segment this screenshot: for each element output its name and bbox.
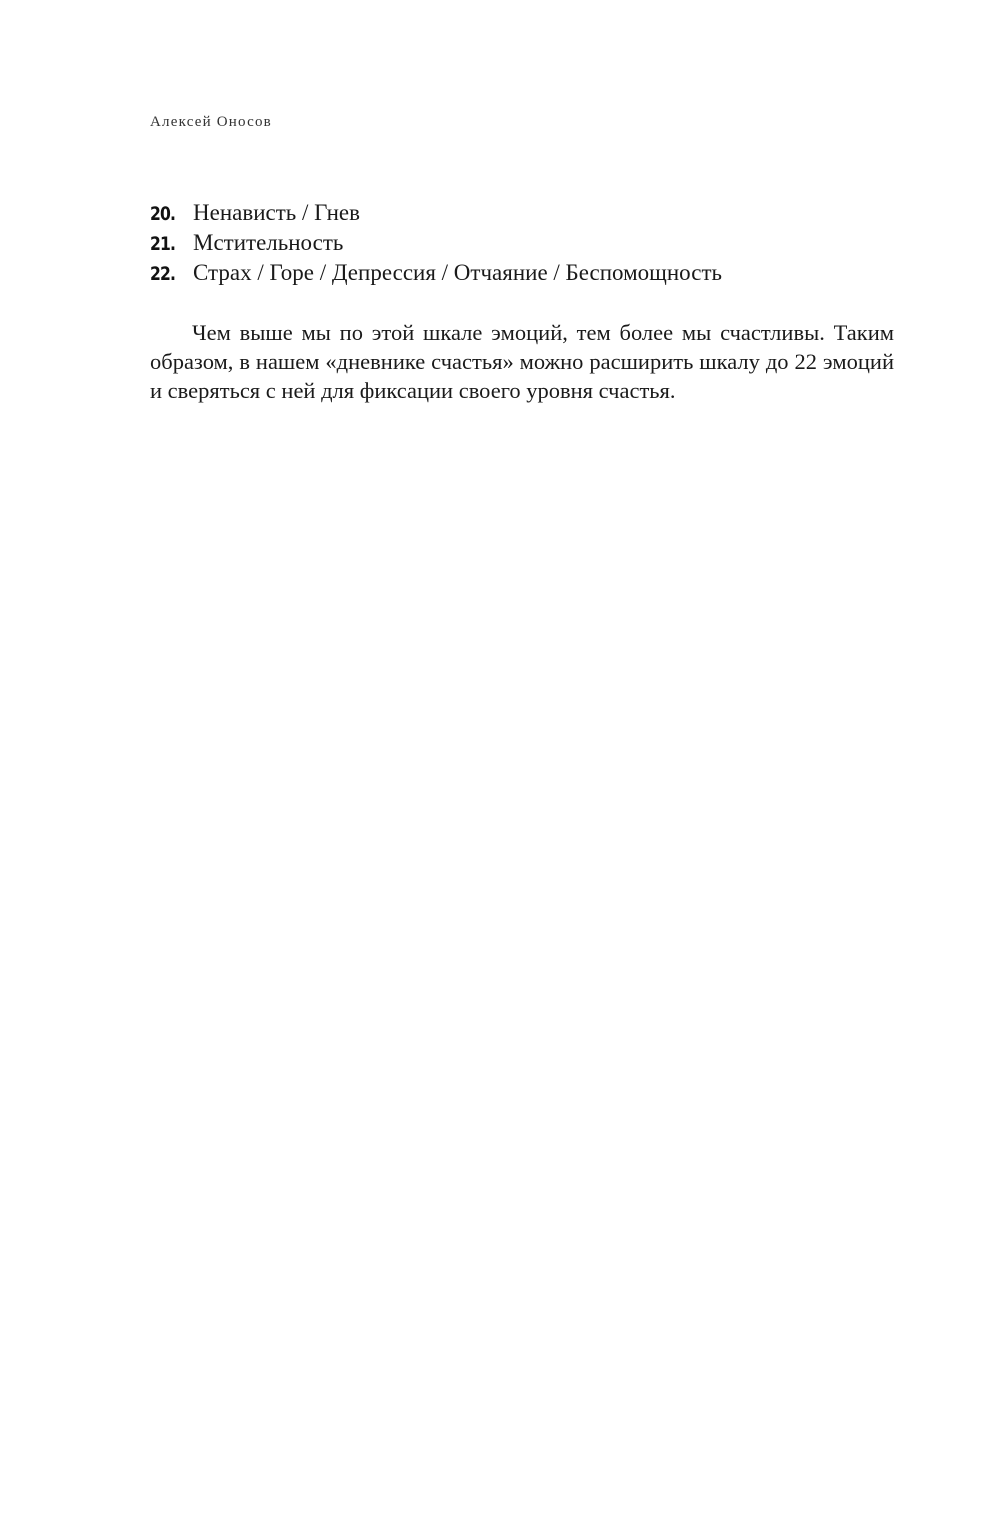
list-item-number: 22. (150, 263, 176, 285)
list-item-text: Ненависть / Гнев (193, 200, 360, 225)
body-paragraph: Чем выше мы по этой шкале эмоций, тем более мы счастливы. Таким образом, в нашем «дневнике счастья» можно расширить шкалу до 22 эмоций и сверяться с ней для фиксации своего уровня счастья. (150, 320, 894, 403)
list-item (150, 198, 722, 228)
list-item (150, 258, 722, 288)
list-item (150, 228, 722, 258)
list-item-text: Страх / Горе / Депрессия / Отчаяние / Беспомощность (193, 260, 722, 285)
emotion-scale-list (150, 198, 722, 288)
list-item-text: Мстительность (193, 230, 344, 255)
list-item-number: 20. (150, 203, 176, 225)
list-item-number: 21. (150, 233, 176, 255)
running-head-author: Алексей Оносов (150, 114, 272, 130)
